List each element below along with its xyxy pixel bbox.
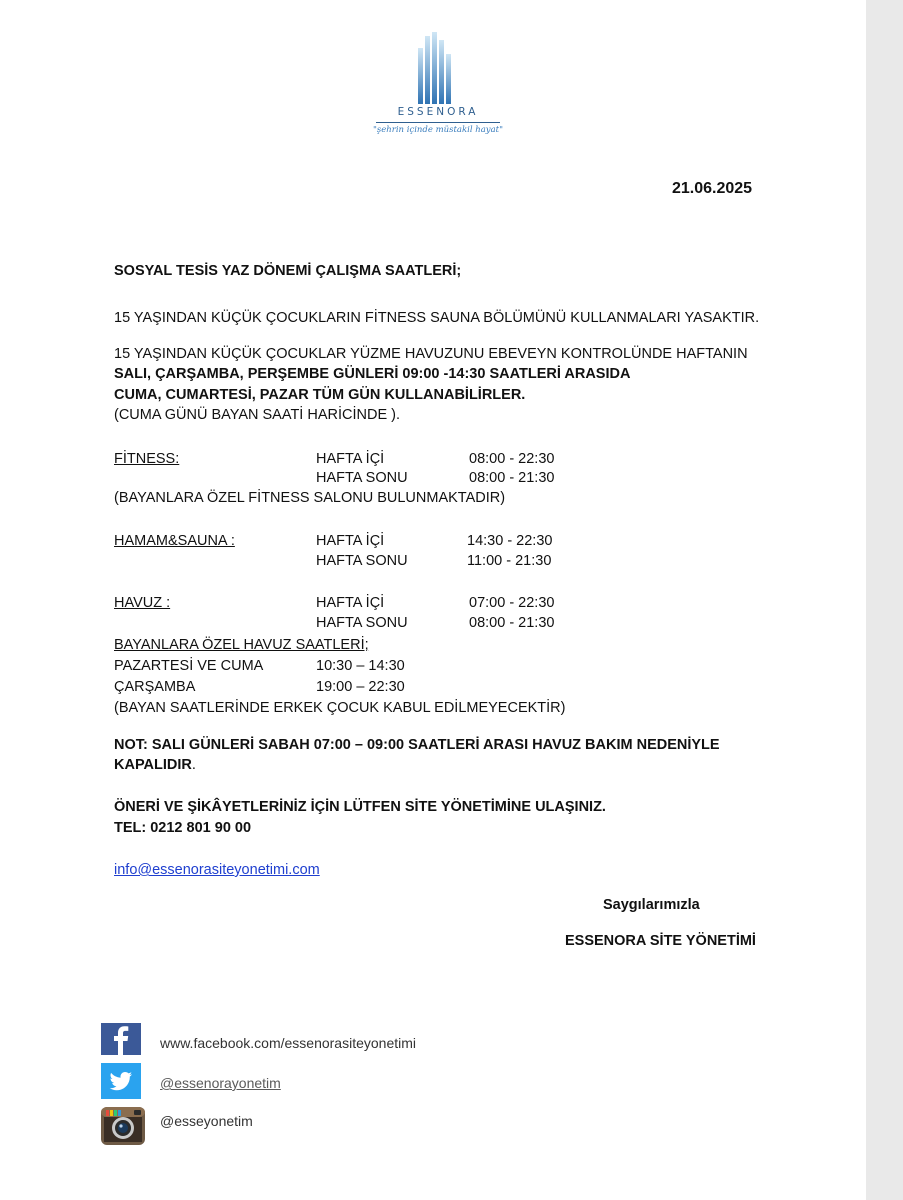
closing-signature: ESSENORA SİTE YÖNETİMİ (565, 933, 756, 949)
notice-pool-line3: CUMA, CUMARTESİ, PAZAR TÜM GÜN KULLANABİLİRLER. (114, 387, 526, 403)
havuz-label: HAVUZ : (114, 595, 171, 611)
ladies-pool-hours-2: 19:00 – 22:30 (316, 679, 405, 695)
maintenance-note-line2 (114, 756, 196, 774)
ladies-pool-note: (BAYAN SAATLERİNDE ERKEK ÇOCUK KABUL EDİLMEYECEKTİR) (114, 700, 566, 716)
facebook-icon[interactable] (101, 1023, 141, 1057)
closing-regards: Saygılarımızla (603, 897, 700, 913)
twitter-icon[interactable] (101, 1063, 141, 1097)
fitness-note: (BAYANLARA ÖZEL FİTNESS SALONU BULUNMAKTADIR) (114, 490, 506, 506)
havuz-weekend-label: HAFTA SONU (316, 615, 408, 631)
notice-pool-line4: (CUMA GÜNÜ BAYAN SAATİ HARİCİNDE ). (114, 407, 400, 423)
ladies-pool-label: BAYANLARA ÖZEL HAVUZ SAATLERİ; (114, 637, 369, 653)
facebook-url[interactable]: www.facebook.com/essenorasiteyonetimi (160, 1035, 417, 1051)
notice-fitness-age: 15 YAŞINDAN KÜÇÜK ÇOCUKLARIN FİTNESS SAUNA BÖLÜMÜNÜ KULLANMALARI YASAKTIR. (114, 310, 760, 326)
hamam-label: HAMAM&SAUNA : (114, 533, 235, 549)
contact-email-link[interactable]: info@essenorasiteyonetimi.com (114, 862, 320, 878)
fitness-weekend-label: HAFTA SONU (316, 470, 408, 486)
fitness-weekend-hours: 08:00 - 21:30 (469, 470, 555, 486)
logo-bars-icon (418, 32, 458, 104)
ladies-pool-day-1: PAZARTESİ VE CUMA (114, 658, 264, 674)
hamam-weekday-label: HAFTA İÇİ (316, 533, 385, 549)
maintenance-note-period: . (191, 757, 196, 773)
document-date: 21.06.2025 (672, 180, 753, 197)
document-title: SOSYAL TESİS YAZ DÖNEMİ ÇALIŞMA SAATLERİ; (114, 263, 462, 279)
havuz-weekend-hours: 08:00 - 21:30 (469, 615, 555, 631)
fitness-label: FİTNESS: (114, 451, 180, 467)
notice-pool-line1: 15 YAŞINDAN KÜÇÜK ÇOCUKLAR YÜZME HAVUZUNU EBEVEYN KONTROLÜNDE HAFTANIN (114, 346, 748, 362)
ladies-pool-hours-1: 10:30 – 14:30 (316, 658, 405, 674)
twitter-handle[interactable]: @essenorayonetim (160, 1075, 281, 1091)
maintenance-note-line1: NOT: SALI GÜNLERİ SABAH 07:00 – 09:00 SAATLERİ ARASI HAVUZ BAKIM NEDENİYLE (114, 737, 720, 753)
maintenance-note-closed: KAPALIDIR (114, 757, 192, 773)
fitness-weekday-label: HAFTA İÇİ (316, 451, 385, 467)
logo-brand: ESSENORA (397, 106, 479, 118)
ladies-pool-day-2: ÇARŞAMBA (114, 679, 196, 695)
havuz-weekday-hours: 07:00 - 22:30 (469, 595, 555, 611)
page-margin-strip (866, 0, 903, 1200)
essenora-logo (368, 28, 508, 148)
havuz-weekday-label: HAFTA İÇİ (316, 595, 385, 611)
contact-phone: TEL: 0212 801 90 00 (114, 820, 252, 836)
contact-text: ÖNERİ VE ŞİKÂYETLERİNİZ İÇİN LÜTFEN SİTE YÖNETİMİNE ULAŞINIZ. (114, 799, 606, 815)
notice-pool-line2: SALI, ÇARŞAMBA, PERŞEMBE GÜNLERİ 09:00 -14:30 SAATLERİ ARASIDA (114, 366, 631, 382)
fitness-weekday-hours: 08:00 - 22:30 (469, 451, 555, 467)
hamam-weekend-hours: 11:00 - 21:30 (467, 553, 552, 569)
instagram-handle[interactable]: @esseyonetim (160, 1113, 253, 1129)
logo-tagline: "şehrin içinde müstakil hayat" (373, 125, 503, 135)
logo-divider (376, 122, 500, 123)
instagram-icon[interactable] (101, 1107, 141, 1141)
hamam-weekday-hours: 14:30 - 22:30 (467, 533, 553, 549)
hamam-weekend-label: HAFTA SONU (316, 553, 408, 569)
